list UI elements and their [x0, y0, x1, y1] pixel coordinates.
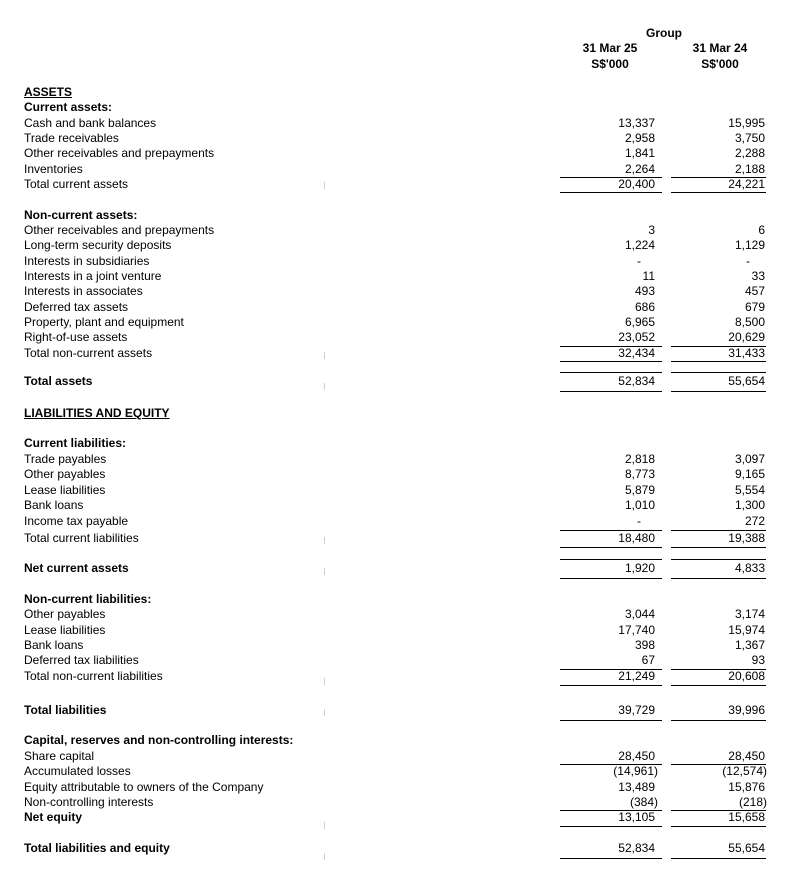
- value-2025: 2,958: [624, 131, 655, 145]
- scan-mark: [324, 822, 325, 829]
- value-2024: 20,608: [728, 669, 765, 683]
- total-rule: [671, 192, 766, 193]
- value-2025: 13,489: [618, 780, 655, 794]
- value-2025: 8,773: [624, 467, 655, 481]
- subtotal-rule: [671, 764, 766, 765]
- row-label: Long-term security deposits: [24, 238, 172, 252]
- total-label: Net current assets: [24, 561, 129, 575]
- value-2024: 19,388: [728, 531, 765, 545]
- row-label: Share capital: [24, 749, 95, 763]
- value-2025: 20,400: [618, 177, 655, 191]
- total-rule: [560, 578, 662, 579]
- total-rule: [560, 391, 662, 392]
- value-2024: 3,174: [734, 607, 765, 621]
- total-rule: [671, 372, 766, 373]
- value-2025: 18,480: [618, 531, 655, 545]
- total-rule: [671, 391, 766, 392]
- value-2024: 2,188: [734, 162, 765, 176]
- value-2024: 3,750: [734, 131, 765, 145]
- value-2025: 52,834: [618, 374, 655, 388]
- value-2024: 8,500: [734, 315, 765, 329]
- row-label: Total current liabilities: [24, 531, 139, 545]
- total-rule: [671, 559, 766, 560]
- value-2025: 2,264: [624, 162, 655, 176]
- total-rule: [671, 858, 766, 859]
- total-rule: [671, 685, 766, 686]
- value-2025: 13,105: [618, 810, 655, 824]
- value-2024: 39,996: [728, 703, 765, 717]
- value-2024: 3,097: [734, 452, 765, 466]
- subtotal-rule: [671, 177, 766, 178]
- row-label: Deferred tax liabilities: [24, 653, 139, 667]
- total-label: Total liabilities and equity: [24, 841, 170, 855]
- row-label: Right-of-use assets: [24, 330, 128, 344]
- value-2025: 17,740: [618, 623, 655, 637]
- value-2024: 15,876: [728, 780, 765, 794]
- row-label: Interests in associates: [24, 284, 143, 298]
- value-2024: 15,658: [728, 810, 765, 824]
- value-2025: 5,879: [624, 483, 655, 497]
- subtotal-rule: [671, 669, 766, 670]
- scan-mark: [324, 383, 325, 390]
- value-2025: 23,052: [618, 330, 655, 344]
- scan-mark: [324, 709, 325, 716]
- row-label: Equity attributable to owners of the Company: [24, 780, 264, 794]
- value-2025: 1,224: [624, 238, 655, 252]
- scan-mark: [324, 853, 325, 860]
- value-2024: 679: [744, 300, 765, 314]
- row-label: Cash and bank balances: [24, 116, 157, 130]
- group-heading: Group: [646, 26, 682, 40]
- total-rule: [560, 685, 662, 686]
- row-label: Bank loans: [24, 498, 84, 512]
- subtotal-rule: [560, 810, 662, 811]
- value-2024: 15,974: [728, 623, 765, 637]
- value-2025: 67: [641, 653, 655, 667]
- value-2024: (12,574): [722, 764, 767, 778]
- value-2024: -: [746, 254, 750, 268]
- row-label: Other payables: [24, 467, 106, 481]
- value-2024: 15,995: [728, 116, 765, 130]
- subsection-heading: Current liabilities:: [24, 436, 127, 450]
- value-2025: 52,834: [618, 841, 655, 855]
- value-2024: 1,367: [734, 638, 765, 652]
- subtotal-rule: [671, 530, 766, 531]
- total-rule: [560, 372, 662, 373]
- section-heading-assets: ASSETS: [24, 85, 73, 99]
- row-label: Deferred tax assets: [24, 300, 129, 314]
- total-rule: [671, 826, 766, 827]
- subtotal-rule: [671, 346, 766, 347]
- value-2025: 21,249: [618, 669, 655, 683]
- subtotal-rule: [560, 764, 662, 765]
- value-2024: 5,554: [734, 483, 765, 497]
- value-2024: (218): [738, 795, 767, 809]
- row-label: Bank loans: [24, 638, 84, 652]
- value-2025: 28,450: [618, 749, 655, 763]
- total-rule: [671, 578, 766, 579]
- value-2025: -: [637, 254, 641, 268]
- col2-unit: S$'000: [701, 57, 739, 71]
- value-2025: 11: [642, 269, 655, 283]
- row-label: Other receivables and prepayments: [24, 223, 215, 237]
- col1-unit: S$'000: [591, 57, 629, 71]
- value-2024: 4,833: [734, 561, 765, 575]
- subsection-heading: Non-current liabilities:: [24, 592, 152, 606]
- subsection-heading: Capital, reserves and non-controlling interests:: [24, 733, 294, 747]
- total-rule: [560, 192, 662, 193]
- value-2025: -: [637, 514, 641, 528]
- row-label: Trade receivables: [24, 131, 119, 145]
- row-label: Income tax payable: [24, 514, 129, 528]
- subsection-heading: Non-current assets:: [24, 208, 138, 222]
- row-label: Interests in subsidiaries: [24, 254, 150, 268]
- total-rule: [560, 361, 662, 362]
- scan-mark: [324, 182, 325, 189]
- scan-mark: [324, 537, 325, 544]
- row-label: Lease liabilities: [24, 483, 106, 497]
- value-2024: 272: [744, 514, 765, 528]
- value-2024: 93: [751, 653, 765, 667]
- row-label: Property, plant and equipment: [24, 315, 184, 329]
- row-label: Total non-current liabilities: [24, 669, 163, 683]
- subtotal-rule: [560, 177, 662, 178]
- value-2025: 39,729: [618, 703, 655, 717]
- col1-date: 31 Mar 25: [582, 41, 638, 55]
- total-rule: [560, 720, 662, 721]
- value-2025: 1,010: [624, 498, 655, 512]
- row-label: Non-controlling interests: [24, 795, 154, 809]
- value-2024: 6: [758, 223, 765, 237]
- row-label: Trade payables: [24, 452, 107, 466]
- value-2024: 2,288: [734, 146, 765, 160]
- col2-date: 31 Mar 24: [692, 41, 748, 55]
- value-2025: 398: [634, 638, 655, 652]
- value-2025: 32,434: [618, 346, 655, 360]
- total-label: Total liabilities: [24, 703, 107, 717]
- row-label: Total non-current assets: [24, 346, 153, 360]
- value-2025: 1,920: [624, 561, 655, 575]
- total-rule: [560, 858, 662, 859]
- value-2025: 6,965: [624, 315, 655, 329]
- value-2024: 55,654: [728, 841, 765, 855]
- row-label: Total current assets: [24, 177, 129, 191]
- value-2025: 2,818: [624, 452, 655, 466]
- scan-mark: [324, 568, 325, 575]
- value-2024: 1,300: [734, 498, 765, 512]
- row-label: Inventories: [24, 162, 83, 176]
- subtotal-rule: [560, 669, 662, 670]
- total-rule: [560, 826, 662, 827]
- value-2024: 33: [751, 269, 765, 283]
- value-2025: 13,337: [618, 116, 655, 130]
- value-2024: 31,433: [728, 346, 765, 360]
- row-label: Other payables: [24, 607, 106, 621]
- scan-mark: [324, 678, 325, 685]
- total-rule: [671, 361, 766, 362]
- value-2025: 3,044: [624, 607, 655, 621]
- row-label: Interests in a joint venture: [24, 269, 162, 283]
- total-rule: [560, 559, 662, 560]
- value-2024: 1,129: [734, 238, 765, 252]
- value-2024: 9,165: [734, 467, 765, 481]
- value-2024: 24,221: [728, 177, 765, 191]
- value-2024: 28,450: [728, 749, 765, 763]
- section-heading-liabilities: LIABILITIES AND EQUITY: [24, 406, 170, 420]
- value-2025: (384): [629, 795, 658, 809]
- value-2025: 493: [634, 284, 655, 298]
- value-2025: 1,841: [624, 146, 655, 160]
- total-label: Total assets: [24, 374, 93, 388]
- row-label: Other receivables and prepayments: [24, 146, 215, 160]
- value-2025: (14,961): [613, 764, 658, 778]
- total-rule: [671, 720, 766, 721]
- value-2024: 55,654: [728, 374, 765, 388]
- value-2024: 457: [744, 284, 765, 298]
- row-label: Net equity: [24, 810, 83, 824]
- value-2025: 3: [648, 223, 655, 237]
- subtotal-rule: [671, 810, 766, 811]
- subtotal-rule: [560, 346, 662, 347]
- subsection-heading: Current assets:: [24, 100, 113, 114]
- value-2025: 686: [634, 300, 655, 314]
- value-2024: 20,629: [728, 330, 765, 344]
- row-label: Accumulated losses: [24, 764, 131, 778]
- total-rule: [671, 547, 766, 548]
- scan-mark: [324, 352, 325, 359]
- row-label: Lease liabilities: [24, 623, 106, 637]
- subtotal-rule: [560, 530, 662, 531]
- total-rule: [560, 547, 662, 548]
